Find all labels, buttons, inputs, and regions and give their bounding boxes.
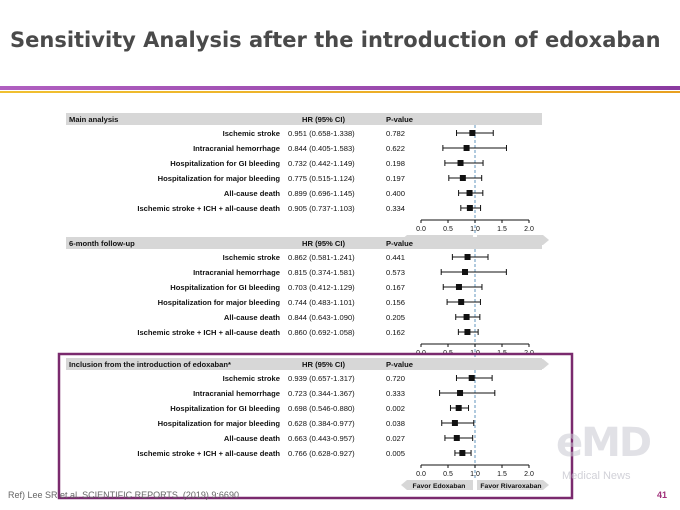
row-label: Hospitalization for major bleeding — [157, 298, 280, 307]
hr-point-marker — [467, 190, 473, 196]
row-hr-ci: 0.732 (0.442-1.149) — [288, 159, 355, 168]
x-tick-label: 1.5 — [497, 350, 507, 357]
hr-column-header: HR (95% CI) — [302, 115, 346, 124]
page-number: 41 — [657, 490, 668, 500]
section-title: 6-month follow-up — [69, 239, 135, 248]
row-label: Intracranial hemorrhage — [193, 389, 280, 398]
hr-point-marker — [454, 435, 460, 441]
x-tick-label: 1.5 — [497, 226, 507, 233]
x-tick-label: 1.0 — [470, 350, 480, 357]
x-tick-label: 1.0 — [470, 226, 480, 233]
x-tick-label: 2.0 — [524, 350, 534, 357]
hr-column-header: HR (95% CI) — [302, 239, 346, 248]
row-p-value: 0.205 — [386, 313, 406, 322]
row-hr-ci: 0.663 (0.443-0.957) — [288, 434, 355, 443]
row-label: Intracranial hemorrhage — [193, 144, 280, 153]
row-hr-ci: 0.862 (0.581-1.241) — [288, 253, 355, 262]
row-hr-ci: 0.698 (0.546-0.880) — [288, 404, 355, 413]
row-p-value: 0.162 — [386, 328, 406, 337]
hr-point-marker — [456, 405, 462, 411]
hr-point-marker — [452, 420, 458, 426]
favor-right-label: Favor Rivaroxaban — [480, 483, 542, 490]
row-label: Hospitalization for GI bleeding — [170, 404, 280, 413]
row-label: Hospitalization for GI bleeding — [170, 283, 280, 292]
row-p-value: 0.782 — [386, 129, 406, 138]
x-tick-label: 2.0 — [524, 471, 534, 478]
hr-point-marker — [469, 130, 475, 136]
row-hr-ci: 0.860 (0.692-1.058) — [288, 328, 355, 337]
row-label: Hospitalization for GI bleeding — [170, 159, 280, 168]
row-p-value: 0.038 — [386, 419, 406, 428]
row-p-value: 0.167 — [386, 283, 406, 292]
row-p-value: 0.441 — [386, 253, 406, 262]
row-p-value: 0.573 — [386, 268, 406, 277]
slide-title: Sensitivity Analysis after the introduction of edoxaban — [10, 28, 661, 52]
hr-point-marker — [457, 390, 463, 396]
hr-point-marker — [458, 299, 464, 305]
row-label: All-cause death — [223, 313, 280, 322]
row-hr-ci: 0.703 (0.412-1.129) — [288, 283, 355, 292]
row-label: Ischemic stroke — [222, 253, 280, 262]
emd-logo — [556, 420, 661, 490]
logo-subtext: Medical News — [562, 470, 631, 482]
hr-column-header: HR (95% CI) — [302, 360, 346, 369]
row-hr-ci: 0.766 (0.628-0.927) — [288, 449, 355, 458]
reference-text: Lee SR et al. SCIENTIFIC REPORTS. (2019) 9:6690 — [27, 490, 239, 500]
row-p-value: 0.197 — [386, 174, 406, 183]
row-hr-ci: 0.775 (0.515-1.124) — [288, 174, 355, 183]
section-title: Main analysis — [69, 115, 119, 124]
x-tick-label: 0.5 — [443, 471, 453, 478]
x-tick-label: 0.0 — [416, 471, 426, 478]
row-hr-ci: 0.628 (0.384-0.977) — [288, 419, 355, 428]
x-tick-label: 0.5 — [443, 226, 453, 233]
logo-mark: eMD — [556, 420, 651, 466]
hr-point-marker — [460, 175, 466, 181]
row-p-value: 0.333 — [386, 389, 406, 398]
section-title: Inclusion from the introduction of edoxaban* — [69, 360, 232, 369]
row-p-value: 0.002 — [386, 404, 406, 413]
x-tick-label: 0.5 — [443, 350, 453, 357]
row-hr-ci: 0.844 (0.643-1.090) — [288, 313, 355, 322]
hr-point-marker — [464, 145, 470, 151]
hr-point-marker — [458, 160, 464, 166]
hr-point-marker — [456, 284, 462, 290]
row-label: Ischemic stroke + ICH + all-cause death — [137, 204, 280, 213]
row-p-value: 0.005 — [386, 449, 406, 458]
hr-point-marker — [469, 375, 475, 381]
row-p-value: 0.400 — [386, 189, 406, 198]
row-label: Ischemic stroke + ICH + all-cause death — [137, 449, 280, 458]
row-hr-ci: 0.899 (0.696-1.145) — [288, 189, 355, 198]
p-value-column-header: P-value — [386, 239, 414, 248]
row-label: All-cause death — [223, 189, 280, 198]
row-hr-ci: 0.844 (0.405-1.583) — [288, 144, 355, 153]
hr-point-marker — [459, 450, 465, 456]
hr-point-marker — [464, 329, 470, 335]
hr-point-marker — [465, 254, 471, 260]
row-p-value: 0.622 — [386, 144, 406, 153]
x-tick-label: 1.5 — [497, 471, 507, 478]
row-label: All-cause death — [223, 434, 280, 443]
hr-point-marker — [467, 205, 473, 211]
row-label: Ischemic stroke — [222, 374, 280, 383]
row-hr-ci: 0.939 (0.657-1.317) — [288, 374, 355, 383]
row-p-value: 0.198 — [386, 159, 406, 168]
row-p-value: 0.027 — [386, 434, 406, 443]
row-label: Hospitalization for major bleeding — [157, 419, 280, 428]
row-label: Hospitalization for major bleeding — [157, 174, 280, 183]
row-hr-ci: 0.744 (0.483-1.101) — [288, 298, 355, 307]
x-tick-label: 1.0 — [470, 471, 480, 478]
hr-point-marker — [462, 269, 468, 275]
row-hr-ci: 0.951 (0.658-1.338) — [288, 129, 355, 138]
x-tick-label: 0.0 — [416, 350, 426, 357]
x-tick-label: 0.0 — [416, 226, 426, 233]
row-hr-ci: 0.905 (0.737-1.103) — [288, 204, 355, 213]
reference-label: Ref) — [8, 490, 26, 500]
row-hr-ci: 0.723 (0.344-1.367) — [288, 389, 355, 398]
hr-point-marker — [464, 314, 470, 320]
favor-left-label: Favor Edoxaban — [412, 483, 466, 490]
row-label: Ischemic stroke — [222, 129, 280, 138]
row-hr-ci: 0.815 (0.374-1.581) — [288, 268, 355, 277]
row-p-value: 0.720 — [386, 374, 406, 383]
row-label: Intracranial hemorrhage — [193, 268, 280, 277]
p-value-column-header: P-value — [386, 115, 414, 124]
x-tick-label: 2.0 — [524, 226, 534, 233]
reference-citation — [8, 490, 239, 500]
p-value-column-header: P-value — [386, 360, 414, 369]
row-p-value: 0.156 — [386, 298, 406, 307]
row-p-value: 0.334 — [386, 204, 406, 213]
row-label: Ischemic stroke + ICH + all-cause death — [137, 328, 280, 337]
